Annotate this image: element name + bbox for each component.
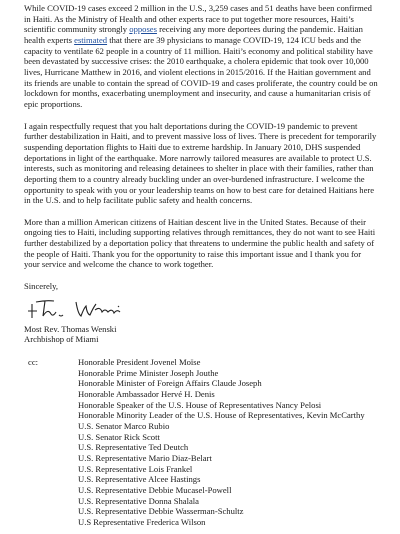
cc-recipient: Honorable Prime Minister Joseph Jouthe bbox=[78, 367, 219, 378]
cc-recipient: U.S. Representative Mario Diaz-Belart bbox=[78, 452, 212, 463]
paragraph-covid-haiti bbox=[24, 3, 378, 110]
paragraph-haitian-americans: More than a million American citizens of Haitian descent live in the United States. Because of their ongoing ties to Haiti, including supporting relatives through remittances, they do not want to see Haiti further destabilized by a deportation policy that threatens to undermine the public health and safety of the people of Haiti. Thank you for the opportunity to raise this important issue and I thank you for your service and welcome the chance to work together. bbox=[24, 216, 376, 270]
cc-recipient: Honorable Ambassador Hervé H. Denis bbox=[78, 389, 215, 400]
cc-label: cc: bbox=[28, 357, 39, 368]
paragraph-text: that there are 39 physicians to manage COVID-19, 124 ICU beds and the capacity to ventilate 62 people in a country of 11 million. Haiti’s economy and political stability have been devastated by successive crises: the 2010 earthquake, a cholera epidemic that took over 10,000 lives, Hurricane Matthew in 2016, and violent elections in 2015/2016. If the Haitian government and its friends are unable to contain the spread of COVID-19 and cases proliferate, the country could be on lockdown for months, exacerbating unemployment and insecurity, and cause a humanitarian crisis of epic proportions. bbox=[24, 34, 378, 109]
cc-recipient-list bbox=[78, 357, 365, 528]
cc-recipient: U.S. Senator Rick Scott bbox=[78, 431, 160, 442]
cc-recipient: U.S. Representative Alcee Hastings bbox=[78, 474, 201, 485]
link-estimated[interactable]: estimated bbox=[74, 34, 108, 45]
cc-recipient: Honorable Minority Leader of the U.S. House of Representatives, Kevin McCarthy bbox=[78, 410, 365, 421]
cc-recipient: Honorable President Jovenel Moïse bbox=[78, 357, 201, 368]
cc-recipient: U.S Representative Frederica Wilson bbox=[78, 516, 206, 527]
cc-recipient: U.S. Representative Debbie Wasserman-Schultz bbox=[78, 506, 244, 517]
signer-title: Archbishop of Miami bbox=[24, 334, 99, 345]
cc-recipient: U.S. Representative Debbie Mucasel-Powell bbox=[78, 484, 232, 495]
cc-section bbox=[24, 357, 378, 528]
closing: Sincerely, bbox=[24, 281, 59, 292]
signature-graphic bbox=[26, 296, 136, 322]
cc-recipient: Honorable Speaker of the U.S. House of Representatives Nancy Pelosi bbox=[78, 399, 322, 410]
signer-name: Most Rev. Thomas Wenski bbox=[24, 323, 117, 334]
cc-recipient: U.S. Representative Ted Deutch bbox=[78, 442, 189, 453]
cc-recipient: U.S. Senator Marco Rubio bbox=[78, 421, 170, 431]
paragraph-text: receiving any more deportees during the pandemic. Haitian health experts bbox=[24, 24, 363, 45]
link-opposes[interactable]: opposes bbox=[129, 24, 157, 35]
paragraph-text: While COVID-19 cases exceed 2 million in the U.S., 3,259 cases and 51 deaths have been confirmed in Haiti. As the Ministry of Health and other experts race to put together more resources, Haiti’s scientific community strongly bbox=[24, 3, 372, 35]
cc-recipient: Honorable Minister of Foreign Affairs Claude Joseph bbox=[78, 378, 262, 389]
cc-recipient: U.S. Representative Donna Shalala bbox=[78, 495, 199, 506]
cc-recipient: U.S. Representative Lois Frankel bbox=[78, 463, 193, 474]
handwritten-signature bbox=[26, 296, 378, 322]
paragraph-request-halt: I again respectfully request that you halt deportations during the COVID-19 pandemic to prevent further destabilization in Haiti, and to prevent massive loss of lives. There is precedent for temporarily suspending deportation flights to Haiti due to extreme hardship. In January 2010, DHS suspended deportations in light of the earthquake. More narrowly tailored measures are available to protect U.S. interests, such as monitoring and releasing detainees to shelter in place with their families, rather than deporting them to a country already buckling under an over-burdened infrastructure. I welcome the opportunity to speak with you or your leadership teams on how to best care for detained Haitians here in the U.S. and to help facilitate public safety and health concerns. bbox=[24, 120, 377, 206]
